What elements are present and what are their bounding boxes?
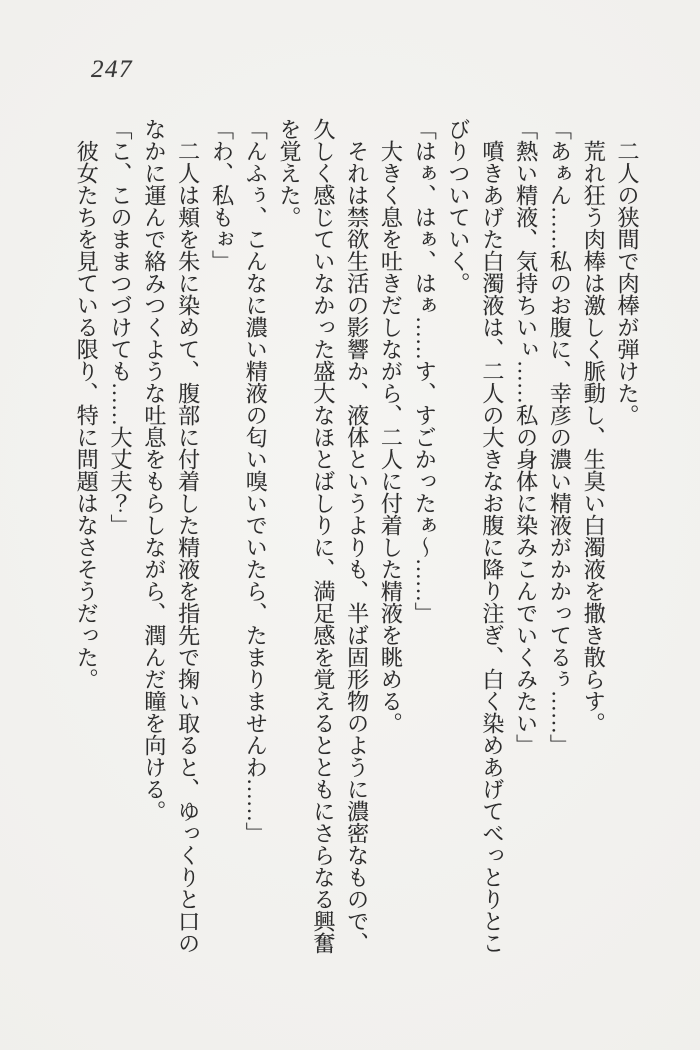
paragraph-1: 二人の狭間で肉棒が弾けた。 bbox=[615, 140, 640, 426]
paragraph-3: 「あぁん……私のお腹に、幸彦の濃い精液がかかってるぅ……」 bbox=[547, 118, 573, 756]
paragraph-11: 二人は頬を朱に染めて、腹部に付着した精液を指先で掬い取ると、ゆっくりと口のなかに運んで絡みつくような吐息をもらしながら、潤んだ瞳を向ける。 bbox=[141, 118, 201, 954]
paragraph-9: 「んふぅ、こんなに濃い精液の匂い嗅いでいたら、たまりませんわ……」 bbox=[243, 118, 269, 844]
paragraph-2: 荒れ狂う肉棒は激しく脈動し、生臭い白濁液を撒き散らす。 bbox=[581, 140, 607, 734]
paragraph-13: 彼女たちを見ている限り、特に問題はなさそうだった。 bbox=[74, 140, 100, 690]
paragraph-7: 大きく息を吐きだしながら、二人に付着した精液を眺める。 bbox=[378, 140, 404, 734]
paragraph-6: 「はぁ、はぁ、はぁ……す、すごかったぁ～……」 bbox=[412, 118, 438, 624]
paragraph-12: 「こ、このままつづけても……大丈夫？」 bbox=[108, 118, 134, 536]
paragraph-8: それは禁欲生活の影響か、液体というよりも、半ば固形物のように濃密なもので、久しく感じていなかった盛大なほとばしりに、満足感を覚えるとともにさらなる興奮を覚えた。 bbox=[277, 118, 370, 954]
paragraph-5: 噴きあげた白濁液は、二人の大きなお腹に降り注ぎ、白く染めあげてべっとりとこびりついていく。 bbox=[446, 118, 505, 954]
paragraph-4: 「熱い精液、気持ちいぃ……私の身体に染みこんでいくみたい」 bbox=[513, 118, 539, 756]
page-text-block bbox=[64, 118, 644, 956]
page-number: 247 bbox=[91, 56, 133, 83]
paragraph-10: 「わ、私もぉ」 bbox=[209, 118, 235, 272]
